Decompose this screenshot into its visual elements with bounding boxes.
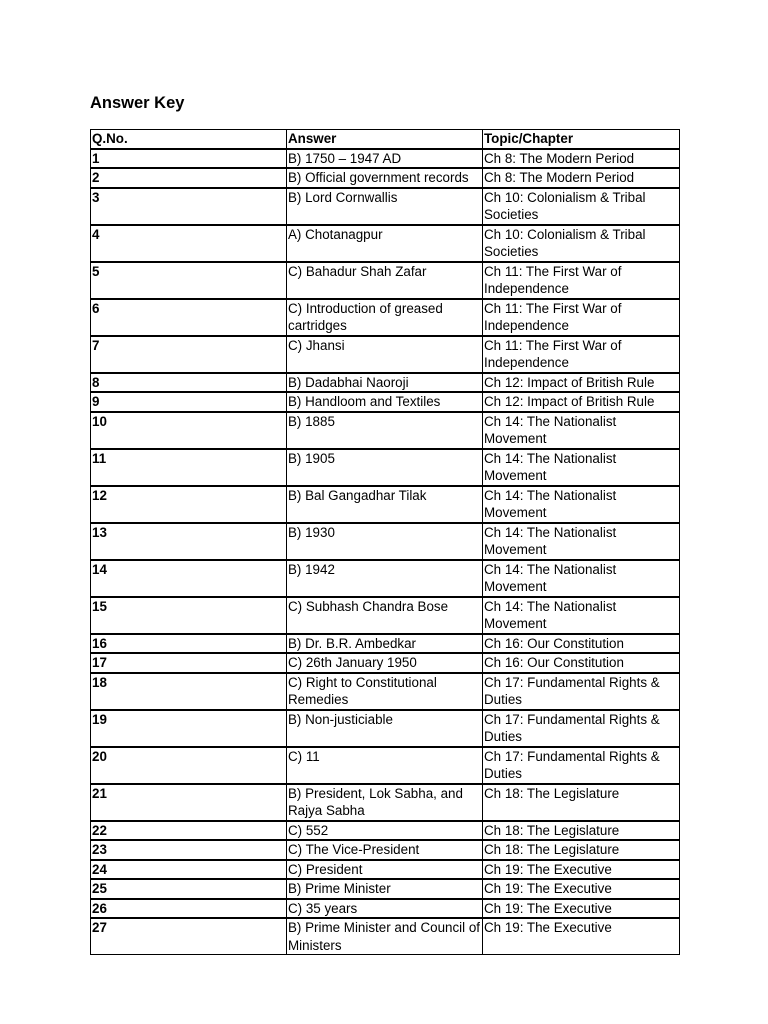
cell-qno: 26 xyxy=(91,899,287,919)
table-header-row xyxy=(91,130,680,149)
header-topic-chapter: Topic/Chapter xyxy=(483,130,680,149)
table-row xyxy=(91,879,680,899)
table-row xyxy=(91,710,680,747)
cell-answer: B) 1885 xyxy=(287,412,483,449)
cell-topic-chapter: Ch 12: Impact of British Rule xyxy=(483,373,680,393)
table-body xyxy=(91,149,680,955)
cell-topic-chapter: Ch 14: The Nationalist Movement xyxy=(483,486,680,523)
cell-topic-chapter: Ch 11: The First War of Independence xyxy=(483,262,680,299)
cell-qno: 21 xyxy=(91,784,287,821)
cell-topic-chapter: Ch 8: The Modern Period xyxy=(483,168,680,188)
cell-answer: B) Lord Cornwallis xyxy=(287,188,483,225)
cell-topic-chapter: Ch 19: The Executive xyxy=(483,918,680,955)
cell-answer: C) The Vice-President xyxy=(287,840,483,860)
cell-topic-chapter: Ch 11: The First War of Independence xyxy=(483,336,680,373)
table-row xyxy=(91,634,680,654)
cell-answer: B) 1942 xyxy=(287,560,483,597)
cell-qno: 6 xyxy=(91,299,287,336)
cell-qno: 23 xyxy=(91,840,287,860)
table-row xyxy=(91,860,680,880)
answer-key-table xyxy=(90,129,680,955)
cell-answer: B) Bal Gangadhar Tilak xyxy=(287,486,483,523)
cell-topic-chapter: Ch 14: The Nationalist Movement xyxy=(483,560,680,597)
cell-qno: 16 xyxy=(91,634,287,654)
cell-answer: C) 552 xyxy=(287,821,483,841)
cell-qno: 7 xyxy=(91,336,287,373)
cell-answer: C) 26th January 1950 xyxy=(287,653,483,673)
table-row xyxy=(91,653,680,673)
cell-qno: 1 xyxy=(91,149,287,169)
cell-topic-chapter: Ch 18: The Legislature xyxy=(483,821,680,841)
table-row xyxy=(91,449,680,486)
cell-answer: B) Handloom and Textiles xyxy=(287,392,483,412)
table-row xyxy=(91,560,680,597)
cell-answer: B) Non-justiciable xyxy=(287,710,483,747)
cell-answer: C) President xyxy=(287,860,483,880)
cell-qno: 3 xyxy=(91,188,287,225)
cell-qno: 5 xyxy=(91,262,287,299)
table-row xyxy=(91,597,680,634)
cell-topic-chapter: Ch 19: The Executive xyxy=(483,860,680,880)
table-row xyxy=(91,188,680,225)
cell-qno: 20 xyxy=(91,747,287,784)
cell-answer: C) Bahadur Shah Zafar xyxy=(287,262,483,299)
table-row xyxy=(91,168,680,188)
cell-answer: B) President, Lok Sabha, and Rajya Sabha xyxy=(287,784,483,821)
cell-topic-chapter: Ch 11: The First War of Independence xyxy=(483,299,680,336)
cell-qno: 19 xyxy=(91,710,287,747)
table-row xyxy=(91,373,680,393)
cell-topic-chapter: Ch 14: The Nationalist Movement xyxy=(483,523,680,560)
cell-qno: 11 xyxy=(91,449,287,486)
cell-answer: A) Chotanagpur xyxy=(287,225,483,262)
cell-answer: C) Right to Constitutional Remedies xyxy=(287,673,483,710)
table-row xyxy=(91,523,680,560)
table-row xyxy=(91,486,680,523)
page-title: Answer Key xyxy=(90,94,185,112)
cell-qno: 24 xyxy=(91,860,287,880)
table-row xyxy=(91,821,680,841)
cell-answer: C) Introduction of greased cartridges xyxy=(287,299,483,336)
cell-qno: 17 xyxy=(91,653,287,673)
table-row xyxy=(91,673,680,710)
cell-topic-chapter: Ch 17: Fundamental Rights & Duties xyxy=(483,673,680,710)
cell-qno: 25 xyxy=(91,879,287,899)
cell-topic-chapter: Ch 17: Fundamental Rights & Duties xyxy=(483,710,680,747)
cell-topic-chapter: Ch 10: Colonialism & Tribal Societies xyxy=(483,225,680,262)
cell-answer: B) Prime Minister and Council of Ministers xyxy=(287,918,483,955)
cell-topic-chapter: Ch 18: The Legislature xyxy=(483,840,680,860)
cell-answer: B) Official government records xyxy=(287,168,483,188)
cell-answer: B) 1750 – 1947 AD xyxy=(287,149,483,169)
cell-answer: B) Dadabhai Naoroji xyxy=(287,373,483,393)
table-row xyxy=(91,225,680,262)
cell-topic-chapter: Ch 14: The Nationalist Movement xyxy=(483,412,680,449)
cell-qno: 2 xyxy=(91,168,287,188)
cell-qno: 13 xyxy=(91,523,287,560)
header-answer: Answer xyxy=(287,130,483,149)
table-row xyxy=(91,336,680,373)
cell-answer: B) Prime Minister xyxy=(287,879,483,899)
cell-topic-chapter: Ch 19: The Executive xyxy=(483,879,680,899)
cell-qno: 9 xyxy=(91,392,287,412)
cell-qno: 18 xyxy=(91,673,287,710)
header-qno: Q.No. xyxy=(91,130,287,149)
cell-topic-chapter: Ch 17: Fundamental Rights & Duties xyxy=(483,747,680,784)
cell-answer: B) 1905 xyxy=(287,449,483,486)
cell-topic-chapter: Ch 10: Colonialism & Tribal Societies xyxy=(483,188,680,225)
table-row xyxy=(91,412,680,449)
table-row xyxy=(91,899,680,919)
cell-topic-chapter: Ch 8: The Modern Period xyxy=(483,149,680,169)
cell-answer: C) 35 years xyxy=(287,899,483,919)
cell-answer: B) 1930 xyxy=(287,523,483,560)
cell-qno: 27 xyxy=(91,918,287,955)
cell-topic-chapter: Ch 14: The Nationalist Movement xyxy=(483,597,680,634)
cell-topic-chapter: Ch 16: Our Constitution xyxy=(483,634,680,654)
cell-qno: 12 xyxy=(91,486,287,523)
cell-answer: C) 11 xyxy=(287,747,483,784)
cell-answer: C) Subhash Chandra Bose xyxy=(287,597,483,634)
table-row xyxy=(91,840,680,860)
cell-topic-chapter: Ch 12: Impact of British Rule xyxy=(483,392,680,412)
cell-topic-chapter: Ch 14: The Nationalist Movement xyxy=(483,449,680,486)
cell-qno: 14 xyxy=(91,560,287,597)
table-row xyxy=(91,299,680,336)
cell-qno: 8 xyxy=(91,373,287,393)
cell-topic-chapter: Ch 18: The Legislature xyxy=(483,784,680,821)
table-row xyxy=(91,392,680,412)
cell-topic-chapter: Ch 19: The Executive xyxy=(483,899,680,919)
table-row xyxy=(91,918,680,955)
cell-topic-chapter: Ch 16: Our Constitution xyxy=(483,653,680,673)
table-row xyxy=(91,784,680,821)
cell-qno: 15 xyxy=(91,597,287,634)
table-row xyxy=(91,149,680,169)
cell-answer: B) Dr. B.R. Ambedkar xyxy=(287,634,483,654)
table-row xyxy=(91,262,680,299)
cell-qno: 10 xyxy=(91,412,287,449)
table-row xyxy=(91,747,680,784)
cell-answer: C) Jhansi xyxy=(287,336,483,373)
cell-qno: 22 xyxy=(91,821,287,841)
cell-qno: 4 xyxy=(91,225,287,262)
